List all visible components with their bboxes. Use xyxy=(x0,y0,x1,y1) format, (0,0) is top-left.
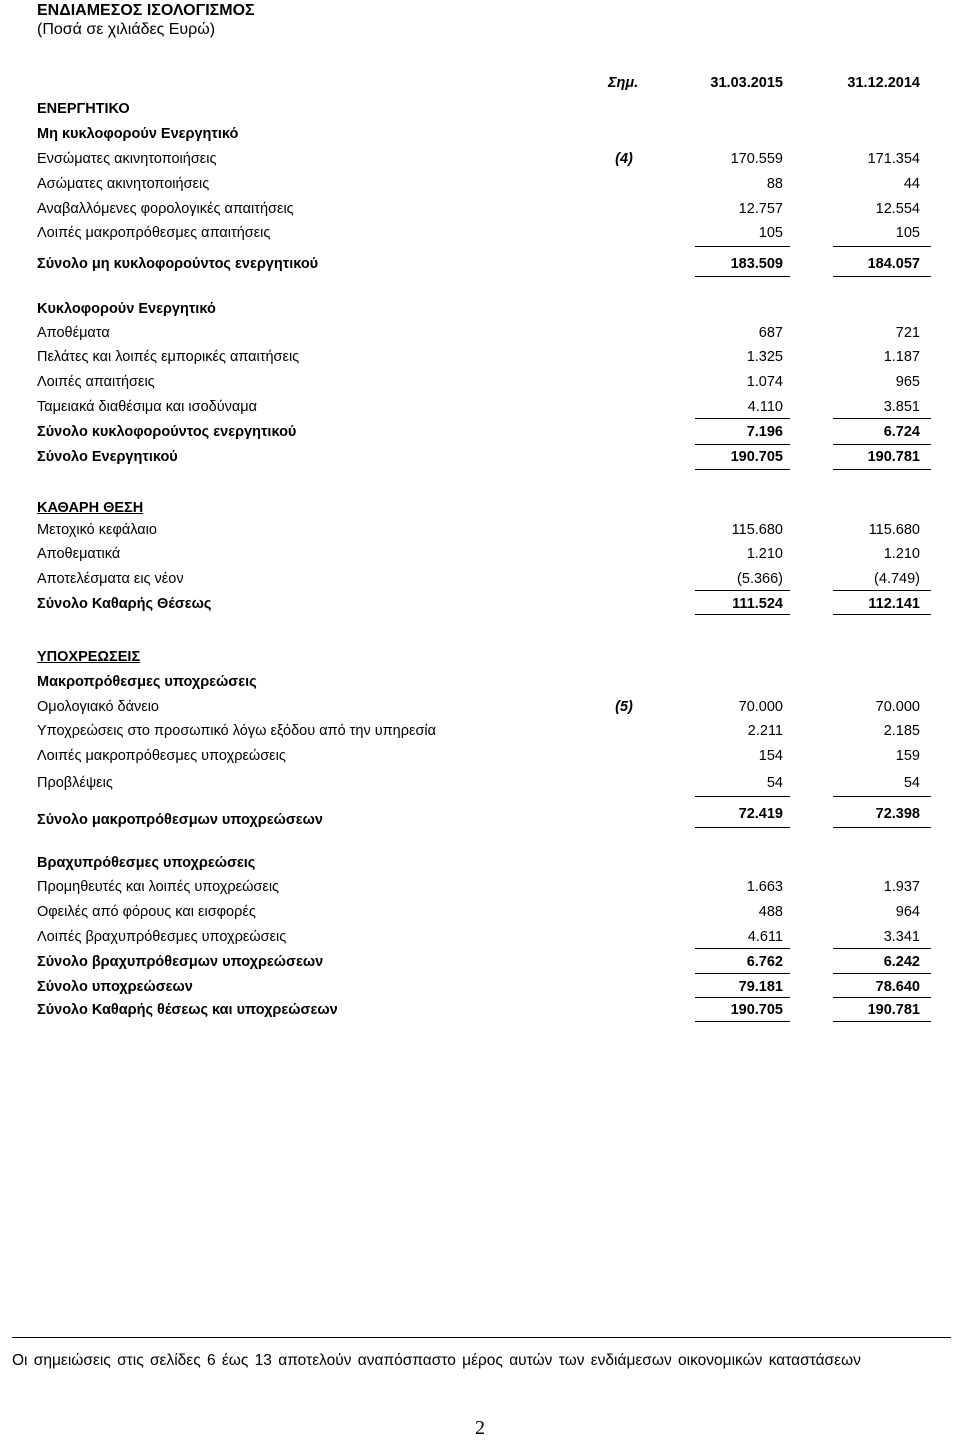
row-value-2014: 12.554 xyxy=(875,201,920,217)
row-value-2015: 1.210 xyxy=(746,546,783,562)
row-value-2015: 105 xyxy=(758,225,783,241)
row-value-2014: 78.640 xyxy=(875,979,920,995)
row-value-2015: 70.000 xyxy=(738,699,783,715)
row-value-2015: 72.419 xyxy=(738,806,783,822)
row-label: Προμηθευτές και λοιπές υποχρεώσεις xyxy=(37,879,280,895)
row-value-2014: 3.341 xyxy=(883,929,920,945)
row-label: Κυκλοφορούν Ενεργητικό xyxy=(37,301,216,317)
row-value-2014: 184.057 xyxy=(867,256,920,272)
subsection-noncurrent-assets xyxy=(0,123,960,145)
row-value-2015: 1.663 xyxy=(746,879,783,895)
row-value-2015: 687 xyxy=(758,325,783,341)
rule-line xyxy=(833,246,931,247)
row-label: Οφειλές από φόρους και εισφορές xyxy=(37,904,256,920)
row-value-2014: 721 xyxy=(895,325,920,341)
row-label: Σύνολο υποχρεώσεων xyxy=(37,979,193,995)
total-row xyxy=(0,253,960,275)
rule-line xyxy=(695,444,790,445)
rule-line xyxy=(695,827,790,828)
rule-line xyxy=(833,444,931,445)
row-label: Λοιπές απαιτήσεις xyxy=(37,374,155,390)
row-label: Μετοχικό κεφάλαιο xyxy=(37,522,157,538)
row-value-2015: 88 xyxy=(766,176,783,192)
row-label: Πελάτες και λοιπές εμπορικές απαιτήσεις xyxy=(37,349,300,365)
table-row xyxy=(0,901,960,923)
row-value-2015: 79.181 xyxy=(738,979,783,995)
row-value-2015: 6.762 xyxy=(746,954,783,970)
table-row xyxy=(0,745,960,767)
row-label: Βραχυπρόθεσμες υποχρεώσεις xyxy=(37,855,256,871)
rule-line xyxy=(695,246,790,247)
row-label: Σύνολο κυκλοφορούντος ενεργητικού xyxy=(37,424,297,440)
row-value-2014: 6.242 xyxy=(883,954,920,970)
table-row xyxy=(0,568,960,590)
table-row xyxy=(0,222,960,244)
rule-line xyxy=(695,418,790,419)
row-label: Προβλέψεις xyxy=(37,775,113,791)
rule-line xyxy=(833,590,931,591)
page-title: ΕΝΔΙΑΜΕΣΟΣ ΙΣΟΛΟΓΙΣΜΟΣ xyxy=(37,2,255,19)
row-value-2014: 1.187 xyxy=(883,349,920,365)
row-value-2014: 1.937 xyxy=(883,879,920,895)
table-row xyxy=(0,371,960,393)
page-number: 2 xyxy=(475,1417,485,1439)
row-label: Λοιπές μακροπρόθεσμες υποχρεώσεις xyxy=(37,748,286,764)
section-assets-heading xyxy=(0,98,960,120)
rule-line xyxy=(695,469,790,470)
table-row xyxy=(0,198,960,220)
row-value-2014: 70.000 xyxy=(875,699,920,715)
table-row xyxy=(0,696,960,718)
table-row xyxy=(0,396,960,418)
table-row xyxy=(0,543,960,565)
row-value-2015: 1.325 xyxy=(746,349,783,365)
total-row xyxy=(0,999,960,1021)
row-value-2015: 111.524 xyxy=(732,596,783,612)
row-label: Σύνολο Καθαρής Θέσεως xyxy=(37,596,212,612)
row-value-2015: 190.705 xyxy=(730,449,783,465)
row-note: (4) xyxy=(615,151,633,167)
row-value-2015: 154 xyxy=(758,748,783,764)
row-value-2014: 105 xyxy=(895,225,920,241)
row-label: Σύνολο βραχυπρόθεσμων υποχρεώσεων xyxy=(37,954,324,970)
total-row xyxy=(0,421,960,443)
rule-line xyxy=(833,469,931,470)
row-label: Αποθέματα xyxy=(37,325,110,341)
rule-line xyxy=(833,796,931,797)
page-subtitle: (Ποσά σε χιλιάδες Ευρώ) xyxy=(37,21,216,38)
row-value-2015: 170.559 xyxy=(730,151,783,167)
footer-divider xyxy=(12,1337,951,1338)
row-value-2014: 44 xyxy=(903,176,920,192)
footnote: Οι σημειώσεις στις σελίδες 6 έως 13 αποτελούν αναπόσπαστο μέρος αυτών των ενδιάμεσων οικονομικών καταστάσεων xyxy=(12,1352,861,1369)
subsection-shortterm-liabilities xyxy=(0,852,960,874)
row-label: Λοιπές μακροπρόθεσμες απαιτήσεις xyxy=(37,225,271,241)
table-row xyxy=(0,148,960,170)
rule-line xyxy=(833,827,931,828)
row-label: Υποχρεώσεις στο προσωπικό λόγω εξόδου από την υπηρεσία xyxy=(37,723,437,739)
row-value-2014: 171.354 xyxy=(867,151,920,167)
rule-line xyxy=(833,948,931,949)
row-value-2015: 7.196 xyxy=(746,424,783,440)
row-value-2014: 72.398 xyxy=(875,806,920,822)
total-row xyxy=(0,976,960,998)
row-value-2015: 1.074 xyxy=(746,374,783,390)
row-value-2014: 3.851 xyxy=(883,399,920,415)
row-label: Αποθεματικά xyxy=(37,546,121,562)
section-liabilities-heading xyxy=(0,646,960,668)
rule-line xyxy=(833,614,931,615)
row-label: ΕΝΕΡΓΗΤΙΚΟ xyxy=(37,101,130,117)
table-row xyxy=(0,346,960,368)
row-value-2014: 112.141 xyxy=(868,596,920,612)
row-value-2014: 115.680 xyxy=(868,522,920,538)
row-value-2015: 183.509 xyxy=(730,256,783,272)
total-row xyxy=(0,593,960,615)
row-value-2014: 1.210 xyxy=(883,546,920,562)
row-value-2015: 115.680 xyxy=(731,522,783,538)
total-row xyxy=(0,803,960,828)
total-row xyxy=(0,446,960,468)
rule-line xyxy=(695,973,790,974)
row-value-2014: 190.781 xyxy=(867,449,920,465)
rule-line xyxy=(833,1021,931,1022)
row-value-2014: 2.185 xyxy=(883,723,920,739)
rule-line xyxy=(695,614,790,615)
row-value-2015: 4.611 xyxy=(747,929,783,945)
row-value-2015: 12.757 xyxy=(738,201,783,217)
row-value-2015: 488 xyxy=(758,904,783,920)
row-label: Σύνολο Καθαρής θέσεως και υποχρεώσεων xyxy=(37,1002,338,1018)
table-row xyxy=(0,876,960,898)
row-value-2014: 190.781 xyxy=(867,1002,920,1018)
row-value-2014: 965 xyxy=(895,374,920,390)
column-header-note: Σημ. xyxy=(608,75,639,91)
row-label: Μη κυκλοφορούν Ενεργητικό xyxy=(37,126,239,142)
row-label: Ομολογιακό δάνειο xyxy=(37,699,159,715)
row-label: Σύνολο Ενεργητικού xyxy=(37,449,178,465)
row-label: Μακροπρόθεσμες υποχρεώσεις xyxy=(37,674,257,690)
section-equity-heading xyxy=(0,497,960,519)
rule-line xyxy=(695,997,790,998)
table-row xyxy=(0,322,960,344)
rule-line xyxy=(833,973,931,974)
column-header-date2: 31.12.2014 xyxy=(847,75,920,91)
row-label: Ασώματες ακινητοποιήσεις xyxy=(37,176,210,192)
row-label: Σύνολο μη κυκλοφορούντος ενεργητικού xyxy=(37,256,319,272)
row-value-2015: 2.211 xyxy=(747,723,783,739)
table-row xyxy=(0,519,960,541)
total-row xyxy=(0,951,960,973)
subsection-current-assets xyxy=(0,298,960,320)
rule-line xyxy=(695,590,790,591)
row-label: Ενσώματες ακινητοποιήσεις xyxy=(37,151,217,167)
row-value-2015: 190.705 xyxy=(730,1002,783,1018)
table-row xyxy=(0,926,960,948)
row-label: ΚΑΘΑΡΗ ΘΕΣΗ xyxy=(37,500,144,516)
row-label: Αναβαλλόμενες φορολογικές απαιτήσεις xyxy=(37,201,294,217)
row-value-2014: 6.724 xyxy=(883,424,920,440)
row-value-2014: 964 xyxy=(895,904,920,920)
table-row xyxy=(0,173,960,195)
rule-line xyxy=(695,1021,790,1022)
row-label: Αποτελέσματα εις νέον xyxy=(37,571,184,587)
rule-line xyxy=(695,948,790,949)
table-row xyxy=(0,720,960,742)
rule-line xyxy=(833,418,931,419)
row-value-2015: (5.366) xyxy=(737,571,783,587)
table-row xyxy=(0,772,960,794)
rule-line xyxy=(695,796,790,797)
row-label: Ταμειακά διαθέσιμα και ισοδύναμα xyxy=(37,399,258,415)
row-value-2014: 159 xyxy=(895,748,920,764)
row-label: Σύνολο μακροπρόθεσμων υποχρεώσεων xyxy=(37,812,323,828)
row-value-2014: (4.749) xyxy=(874,571,920,587)
row-value-2014: 54 xyxy=(903,775,920,791)
row-note: (5) xyxy=(615,699,633,715)
row-value-2015: 4.110 xyxy=(747,399,783,415)
row-value-2015: 54 xyxy=(766,775,783,791)
rule-line xyxy=(833,997,931,998)
subsection-longterm-liabilities xyxy=(0,671,960,693)
rule-line xyxy=(833,276,931,277)
column-header-date1: 31.03.2015 xyxy=(710,75,783,91)
rule-line xyxy=(695,276,790,277)
row-label: Λοιπές βραχυπρόθεσμες υποχρεώσεις xyxy=(37,929,287,945)
row-label: ΥΠΟΧΡΕΩΣΕΙΣ xyxy=(37,649,141,665)
